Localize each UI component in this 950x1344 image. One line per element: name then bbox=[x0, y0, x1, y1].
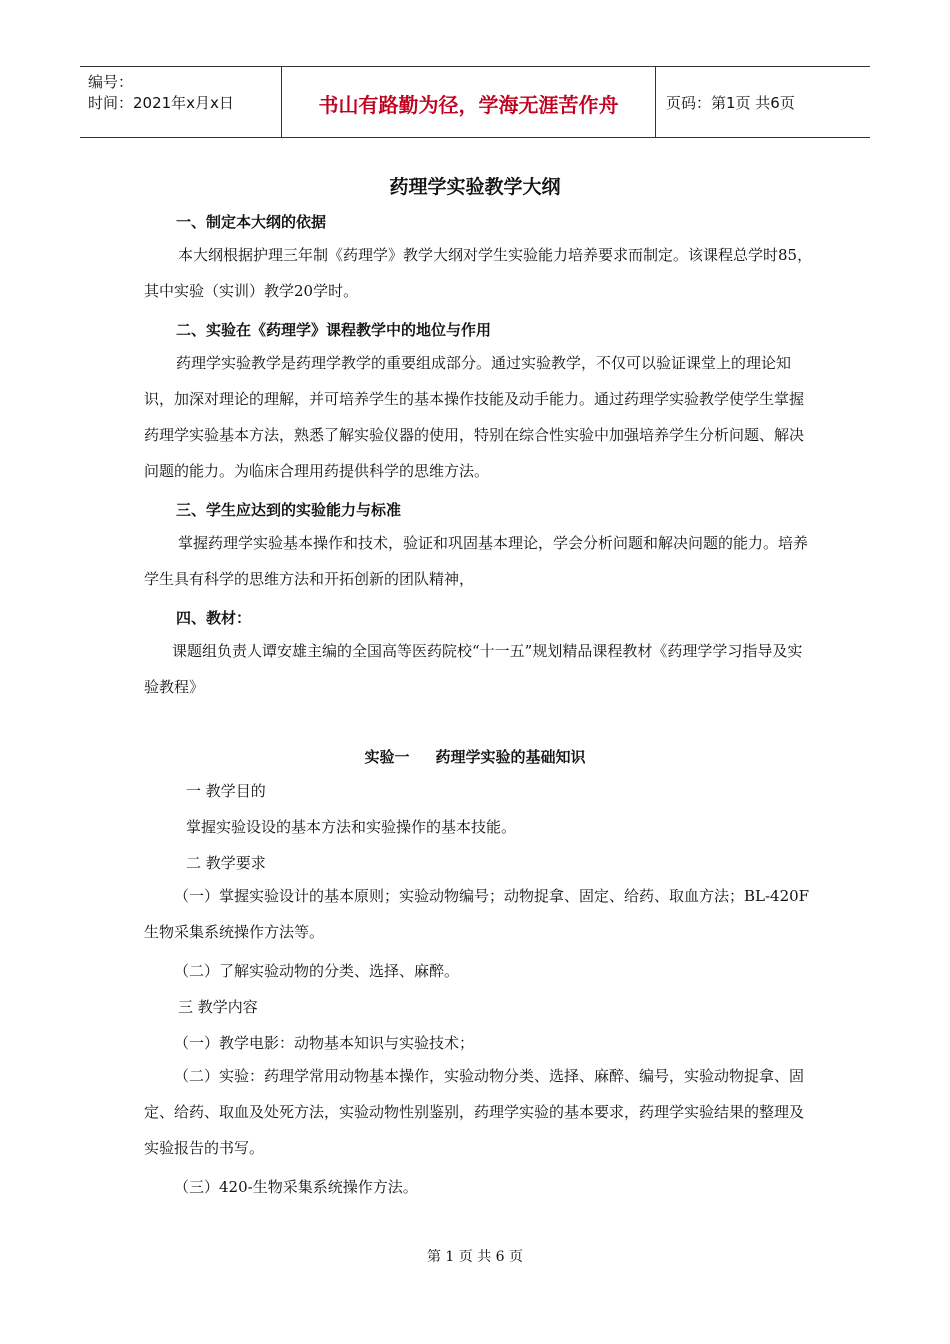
header-motto: 书山有路勤为径，学海无涯苦作舟 bbox=[282, 67, 656, 137]
purpose-text: 掌握实验设设的基本方法和实验操作的基本技能。 bbox=[186, 818, 517, 836]
time-label: 时间：2021年x月x日 bbox=[88, 94, 234, 112]
document-title: 药理学实验教学大纲 bbox=[389, 176, 561, 198]
requirement-2: （二）了解实验动物的分类、选择、麻醉。 bbox=[174, 962, 460, 980]
number-label: 编号： bbox=[88, 73, 134, 91]
header-page-info: 页码：第1页 共6页 bbox=[666, 93, 795, 112]
document-header bbox=[80, 66, 870, 138]
header-meta bbox=[80, 67, 282, 137]
experiment-number: 实验一 bbox=[364, 748, 410, 766]
content-1: （一）教学电影：动物基本知识与实验技术； bbox=[174, 1034, 475, 1052]
section-4-heading: 四、教材： bbox=[176, 609, 252, 627]
section-1-paragraph: 本大纲根据护理三年制《药理学》教学大纲对学生实验能力培养要求而制定。该课程总学时85，其中实验（实训）教学20学时。 bbox=[144, 246, 813, 300]
page-footer: 第 1 页 共 6 页 bbox=[426, 1249, 524, 1265]
section-1-heading: 一、制定本大纲的依据 bbox=[176, 213, 327, 231]
section-3-paragraph: 掌握药理学实验基本操作和技术，验证和巩固基本理论，学会分析问题和解决问题的能力。培养学生具有科学的思维方法和开拓创新的团队精神， bbox=[144, 534, 809, 588]
content-3: （三）420-生物采集系统操作方法。 bbox=[174, 1178, 418, 1196]
experiment-name: 药理学实验的基础知识 bbox=[435, 748, 586, 766]
experiment-title bbox=[0, 746, 950, 767]
requirements-heading: 二 教学要求 bbox=[186, 854, 266, 872]
section-2-paragraph: 药理学实验教学是药理学教学的重要组成部分。通过实验教学，不仅可以验证课堂上的理论知识，加深对理论的理解，并可培养学生的基本操作技能及动手能力。通过药理学实验教学使学生掌握药理学实验基本方法，熟悉了解实验仪器的使用，特别在综合性实验中加强培养学生分析问题、解决问题的能力。为临床合理用药提供科学的思维方法。 bbox=[144, 354, 805, 480]
section-2-heading: 二、实验在《药理学》课程教学中的地位与作用 bbox=[176, 321, 492, 339]
content-heading: 三 教学内容 bbox=[178, 998, 258, 1016]
requirement-1: （一）掌握实验设计的基本原则；实验动物编号；动物捉拿、固定、给药、取血方法；BL-420F生物采集系统操作方法等。 bbox=[144, 887, 810, 941]
content-2: （二）实验：药理学常用动物基本操作，实验动物分类、选择、麻醉、编号，实验动物捉拿、固定、给药、取血及处死方法，实验动物性别鉴别，药理学实验的基本要求，药理学实验结果的整理及实验报告的书写。 bbox=[144, 1067, 805, 1157]
purpose-heading: 一 教学目的 bbox=[186, 782, 266, 800]
section-4-paragraph: 课题组负责人谭安雄主编的全国高等医药院校“十一五”规划精品课程教材《药理学学习指导及实验教程》 bbox=[144, 642, 803, 696]
section-3-heading: 三、学生应达到的实验能力与标准 bbox=[176, 501, 402, 519]
